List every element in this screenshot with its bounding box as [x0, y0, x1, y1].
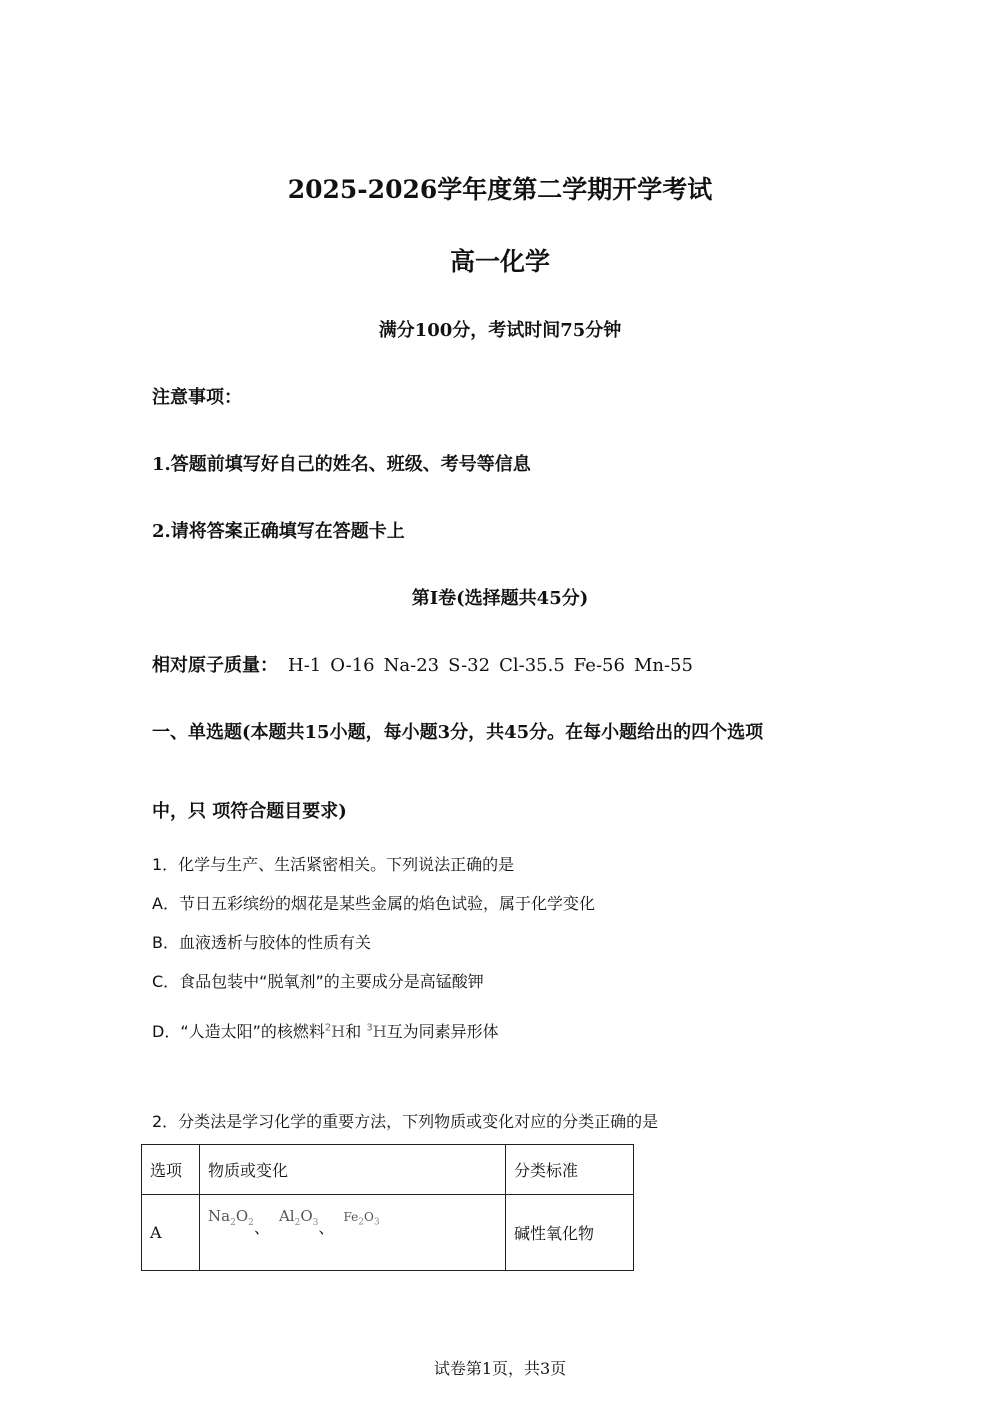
- part-title-line-1: 一、单选题(本题共15小题，每小题3分，共45分。在每小题给出的四个选项: [152, 722, 764, 743]
- formula-na2o2: $Na_2O_2$: [208, 1207, 254, 1228]
- row-substances: [200, 1195, 506, 1271]
- exam-subject: 高一化学: [449, 247, 550, 276]
- q1-option-c: C．食品包装中“脱氧剂”的主要成分是高锰酸钾: [152, 972, 484, 991]
- row-option: A: [142, 1195, 200, 1271]
- table-header-row: [142, 1145, 634, 1195]
- exam-duration-info: 满分100分，考试时间75分钟: [378, 320, 622, 341]
- row-category: 碱性氧化物: [506, 1195, 634, 1271]
- exam-title: 2025-2026学年度第二学期开学考试: [287, 175, 713, 204]
- q1-option-d: [152, 1019, 499, 1042]
- mass-cl: Cl-35.5: [499, 655, 565, 676]
- mass-mn: Mn-55: [633, 655, 693, 676]
- atomic-mass-label: 相对原子质量：: [152, 655, 278, 676]
- atomic-mass-line: [152, 651, 702, 677]
- notice-item-1: 1.答题前填写好自己的姓名、班级、考号等信息: [152, 454, 531, 475]
- section-title: 第I卷(选择题共45分): [411, 588, 589, 609]
- separator: 、: [318, 1218, 335, 1237]
- q1-stem: 1．化学与生产、生活紧密相关。下列说法正确的是: [152, 855, 515, 874]
- table-row: [142, 1195, 634, 1271]
- header-category: 分类标准: [506, 1145, 634, 1195]
- mass-h: H-1: [288, 655, 322, 676]
- notice-title: 注意事项：: [152, 387, 242, 408]
- q2-stem: 2．分类法是学习化学的重要方法，下列物质或变化对应的分类正确的是: [152, 1112, 659, 1131]
- page-footer: 试卷第1页，共3页: [433, 1359, 567, 1378]
- separator: 、: [253, 1218, 270, 1237]
- q1-option-b: B．血液透析与胶体的性质有关: [152, 933, 371, 952]
- classification-table: [141, 1144, 634, 1271]
- formula-al2o3: $Al_2O_3$: [278, 1207, 319, 1228]
- atomic-mass-values: [288, 655, 702, 676]
- mass-fe: Fe-56: [573, 655, 625, 676]
- q1-d-text: 互为同素异形体: [386, 1022, 499, 1041]
- mass-o: O-16: [330, 655, 375, 676]
- header-option: 选项: [142, 1145, 200, 1195]
- isotope-symbol: H: [331, 1022, 346, 1041]
- isotope-symbol: H: [372, 1022, 387, 1041]
- part-title-line-2: 中，只 项符合题目要求): [152, 801, 347, 822]
- q1-d-text: 和: [345, 1022, 362, 1041]
- mass-na: Na-23: [383, 655, 440, 676]
- notice-item-2: 2.请将答案正确填写在答题卡上: [152, 521, 405, 542]
- header-substance: 物质或变化: [200, 1145, 506, 1195]
- mass-s: S-32: [448, 655, 491, 676]
- isotope-mass-number: 2: [324, 1022, 332, 1034]
- isotope-mass-number: 3: [366, 1022, 373, 1034]
- q1-option-a: A．节日五彩缤纷的烟花是某些金属的焰色试验，属于化学变化: [152, 894, 595, 913]
- q1-d-text: D．“人造太阳”的核燃料: [152, 1022, 325, 1041]
- formula-fe2o3: $Fe_2O_3$: [343, 1210, 380, 1228]
